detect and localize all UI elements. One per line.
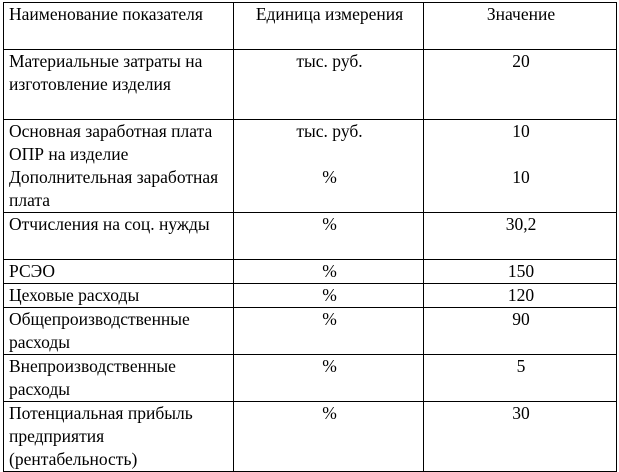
row-name-secondary: Дополнительная заработная плата — [9, 167, 219, 210]
header-row — [4, 3, 617, 50]
row-name: Внепроизводственные расходы — [4, 355, 234, 402]
header-name: Наименование показателя — [4, 3, 234, 50]
indicators-table — [3, 2, 617, 472]
row-value: 10 — [512, 121, 530, 141]
row-value: 30 — [424, 402, 617, 472]
row-unit: тыс. руб. — [234, 50, 424, 120]
row-value: 120 — [424, 284, 617, 308]
row-unit: % — [234, 284, 424, 308]
row-name: Потенциальная прибыль предприятия (рентабельность) — [4, 402, 234, 472]
row-unit-secondary: % — [322, 167, 337, 187]
table-row — [4, 402, 617, 472]
table-row — [4, 120, 617, 213]
table-row — [4, 260, 617, 284]
row-value: 150 — [424, 260, 617, 284]
row-unit: % — [234, 308, 424, 355]
table-row — [4, 308, 617, 355]
row-name: Общепроизводственные расходы — [4, 308, 234, 355]
row-name: Отчисления на соц. нужды — [4, 213, 234, 260]
table-row — [4, 355, 617, 402]
row-value-secondary: 10 — [512, 167, 530, 187]
row-value-combined — [424, 120, 617, 213]
row-value: 20 — [424, 50, 617, 120]
row-value: 30,2 — [424, 213, 617, 260]
row-unit-combined — [234, 120, 424, 213]
row-name-combined — [4, 120, 234, 213]
row-unit: % — [234, 355, 424, 402]
row-unit: % — [234, 260, 424, 284]
table-row — [4, 213, 617, 260]
row-name: Материальные затраты на изготовление изделия — [4, 50, 234, 120]
row-unit: % — [234, 402, 424, 472]
row-value: 90 — [424, 308, 617, 355]
row-name: Цеховые расходы — [4, 284, 234, 308]
table-row — [4, 50, 617, 120]
header-unit: Единица измерения — [234, 3, 424, 50]
row-unit: % — [234, 213, 424, 260]
row-value: 5 — [424, 355, 617, 402]
row-name: РСЭО — [4, 260, 234, 284]
header-value: Значение — [424, 3, 617, 50]
row-unit: тыс. руб. — [296, 121, 363, 141]
row-name: Основная заработная плата ОПР на изделие — [9, 121, 213, 164]
table-row — [4, 284, 617, 308]
